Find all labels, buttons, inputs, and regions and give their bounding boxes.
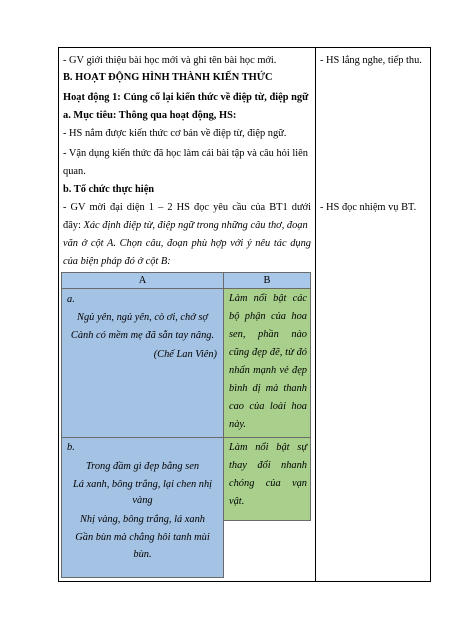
row-1-b-line-4: cũng đẹp đẽ, từ đó	[229, 347, 307, 358]
intro-line: - GV giới thiệu bài học mới và ghi tên bài học mới.	[63, 55, 277, 66]
header-a: A	[61, 272, 224, 289]
row-2-poem-line-4: Nhị vàng, bông trắng, lá xanh	[80, 514, 205, 525]
row-1-b-line-6: bình dị mà thanh	[229, 383, 307, 394]
objective-title: a. Mục tiêu: Thông qua hoạt động, HS:	[63, 110, 237, 121]
row-2-label: b.	[67, 442, 75, 453]
task-line-2	[63, 217, 308, 234]
objective-1: - HS nắm được kiến thức cơ bản về điệp từ, điệp ngữ.	[63, 128, 287, 139]
row-1-b-line-1: Làm nổi bật các	[229, 293, 307, 304]
row-1-label: a.	[67, 294, 75, 305]
row-1-cell-b	[223, 288, 311, 438]
row-2-poem-line-3: vàng	[132, 495, 153, 506]
row-2-b-line-1: Làm nổi bật sự	[229, 442, 307, 453]
row-1-cell-a	[61, 288, 224, 438]
row-2-b-line-4: vật.	[229, 496, 245, 507]
objective-2-line-2: quan.	[63, 166, 86, 177]
row-1-author: (Chế Lan Viên)	[153, 349, 217, 360]
task-line-2-italic: Xác định điệp từ, điệp ngữ trong những câu thơ, đoạn	[83, 220, 308, 231]
row-2-poem-line-5: Gần bùn mà chẳng hôi tanh mùi	[75, 532, 210, 543]
activity-title: Hoạt động 1: Củng cố lại kiến thức về điệp từ, điệp ngữ	[63, 92, 309, 103]
objective-2-line-1: - Vận dụng kiến thức đã học làm cái bài tập và câu hỏi liên	[63, 148, 308, 159]
row-2-cell-a	[61, 437, 224, 578]
task-line-2-prefix: đây:	[63, 220, 84, 231]
task-line-4: của biện pháp đó ở cột B:	[63, 256, 171, 267]
row-2-poem-line-1: Trong đầm gì đẹp bằng sen	[85, 461, 200, 472]
exercise-table	[61, 272, 311, 578]
section-b-title: B. HOẠT ĐỘNG HÌNH THÀNH KIẾN THỨC	[63, 72, 273, 83]
header-b: B	[223, 272, 311, 289]
hs-note-2: - HS đọc nhiệm vụ BT.	[320, 202, 417, 213]
task-line-1: - GV mời đại diện 1 – 2 HS đọc yêu cầu của BT1 dưới	[63, 202, 311, 213]
row-2-poem-line-6: bùn.	[133, 549, 152, 560]
row-2-poem-line-2: Lá xanh, bông trắng, lại chen nhị	[72, 479, 213, 490]
row-2-b-line-3: chóng của vạn	[229, 478, 307, 489]
row-2-b-line-2: thay đổi nhanh	[229, 460, 307, 471]
row-1-poem-line-2: Cành có mềm mẹ đã sẵn tay nâng.	[70, 330, 215, 341]
row-1-b-line-3: sen, phần nào	[229, 329, 307, 340]
row-1-poem-line-1: Ngủ yên, ngủ yên, cò ơi, chớ sợ	[77, 312, 208, 323]
organization-title: b. Tổ chức thực hiện	[63, 184, 155, 195]
row-1-b-line-7: cao của loài hoa	[229, 401, 307, 412]
row-2-cell-b	[223, 437, 311, 521]
row-1-b-line-2: bộ phận của hoa	[229, 311, 307, 322]
column-divider	[315, 47, 316, 582]
hs-note-1: - HS lắng nghe, tiếp thu.	[320, 55, 422, 66]
row-1-b-line-5: nhấn mạnh vẻ đẹp	[229, 365, 307, 376]
task-line-3: văn ở cột A. Chọn câu, đoạn phù hợp với ý nêu tác dụng	[63, 238, 311, 249]
row-1-b-line-8: này.	[229, 419, 247, 430]
